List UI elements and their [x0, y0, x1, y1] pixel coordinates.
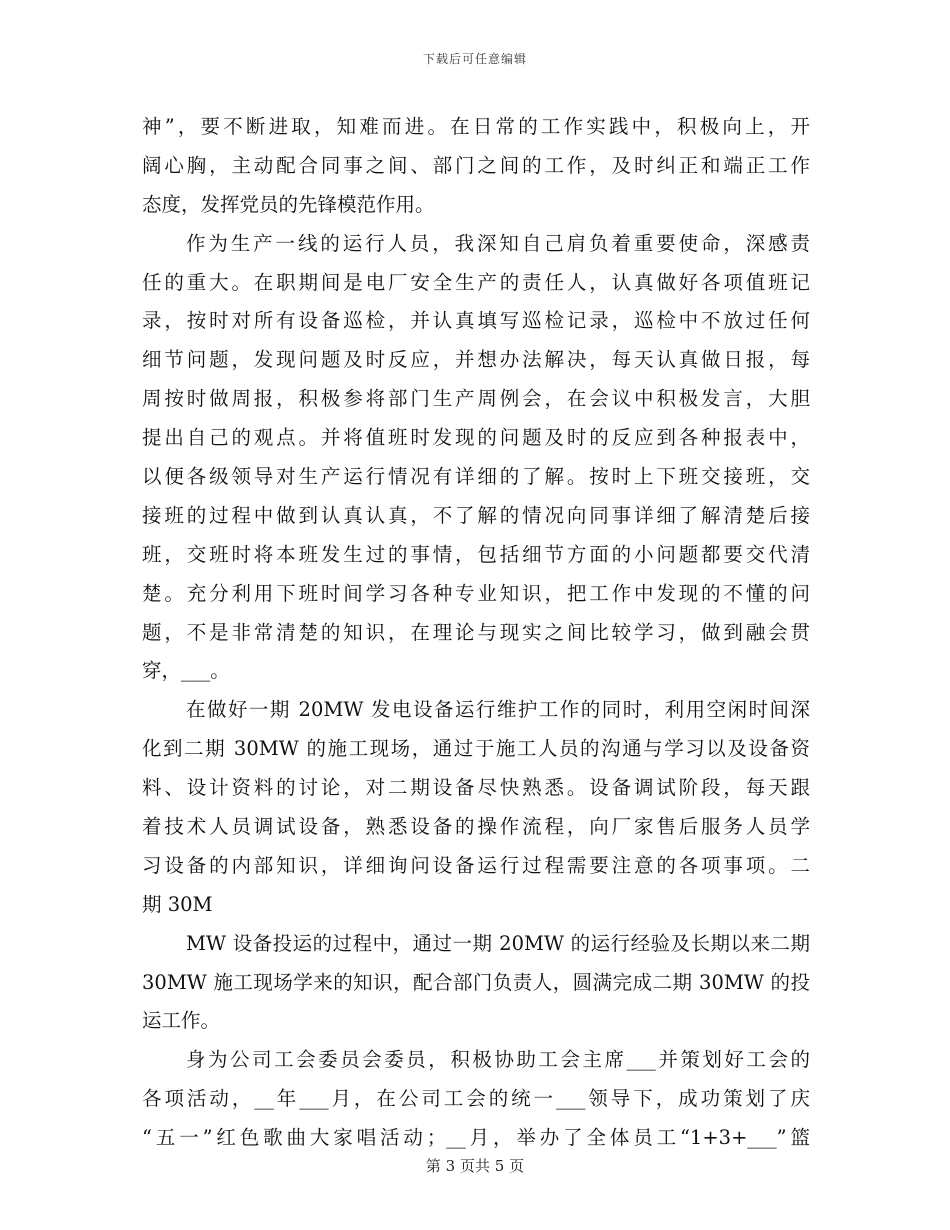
text-line: 阔心胸，主动配合同事之间、部门之间的工作，及时纠正和端正工作: [142, 153, 810, 177]
paragraph-1: [142, 108, 810, 225]
paragraph-4: [142, 925, 810, 1042]
text-line: 细节问题，发现问题及时反应，并想办法解决，每天认真做日报，每: [142, 348, 810, 372]
paragraph-5: [142, 1041, 810, 1158]
text-line: 班，交班时将本班发生过的事情，包括细节方面的小问题都要交代清: [142, 542, 810, 566]
text-line: 态度，发挥党员的先锋模范作用。: [142, 192, 435, 216]
text-line: 以便各级领导对生产运行情况有详细的了解。按时上下班交接班，交: [142, 465, 810, 489]
text-line: 运工作。: [142, 1009, 221, 1033]
page-footer: 第 3 页共 5 页: [425, 1157, 525, 1175]
paragraph-3: [142, 691, 810, 924]
text-line: 题，不是非常清楚的知识，在理论与现实之间比较学习，做到融会贯: [142, 620, 810, 644]
text-line: 料、设计资料的讨论，对二期设备尽快熟悉。设备调试阶段，每天跟: [142, 776, 810, 800]
text-line: “五一”红色歌曲大家唱活动；__月，举办了全体员工“1+3+___”篮: [142, 1126, 810, 1150]
text-line: 录，按时对所有设备巡检，并认真填写巡检记录，巡检中不放过任何: [142, 309, 810, 333]
text-line: 身为公司工会委员会委员，积极协助工会主席___并策划好工会的: [186, 1048, 810, 1072]
text-line: 化到二期 30MW 的施工现场，通过于施工人员的沟通与学习以及设备资: [142, 737, 810, 761]
paragraph-2: [142, 225, 810, 692]
text-line: 穿，___。: [142, 659, 230, 683]
text-line: 作为生产一线的运行人员，我深知自己肩负着重要使命，深感责: [186, 231, 810, 255]
text-line: 各项活动，__年___月，在公司工会的统一___领导下，成功策划了庆: [142, 1087, 810, 1111]
text-line: 在做好一期 20MW 发电设备运行维护工作的同时，利用空闲时间深: [186, 698, 810, 722]
page-header: 下载后可任意编辑: [422, 52, 527, 66]
text-line: 提出自己的观点。并将值班时发现的问题及时的反应到各种报表中，: [142, 426, 810, 450]
document-body: [142, 108, 810, 1158]
text-line: 着技术人员调试设备，熟悉设备的操作流程，向厂家售后服务人员学: [142, 815, 810, 839]
text-line: 楚。充分利用下班时间学习各种专业知识，把工作中发现的不懂的问: [142, 581, 810, 605]
text-line: 接班的过程中做到认真认真，不了解的情况向同事详细了解清楚后接: [142, 503, 810, 527]
text-line: 周按时做周报，积极参将部门生产周例会，在会议中积极发言，大胆: [142, 387, 810, 411]
text-line: 任的重大。在职期间是电厂安全生产的责任人，认真做好各项值班记: [142, 270, 810, 294]
text-line: 习设备的内部知识，详细询问设备运行过程需要注意的各项事项。二: [142, 853, 810, 877]
text-line: 期 30M: [142, 892, 213, 916]
text-line: 神”，要不断进取，知难而进。在日常的工作实践中，积极向上，开: [142, 115, 810, 138]
text-line: MW 设备投运的过程中，通过一期 20MW 的运行经验及长期以来二期: [186, 931, 810, 955]
text-line: 30MW 施工现场学来的知识，配合部门负责人，圆满完成二期 30MW 的投: [142, 970, 810, 994]
